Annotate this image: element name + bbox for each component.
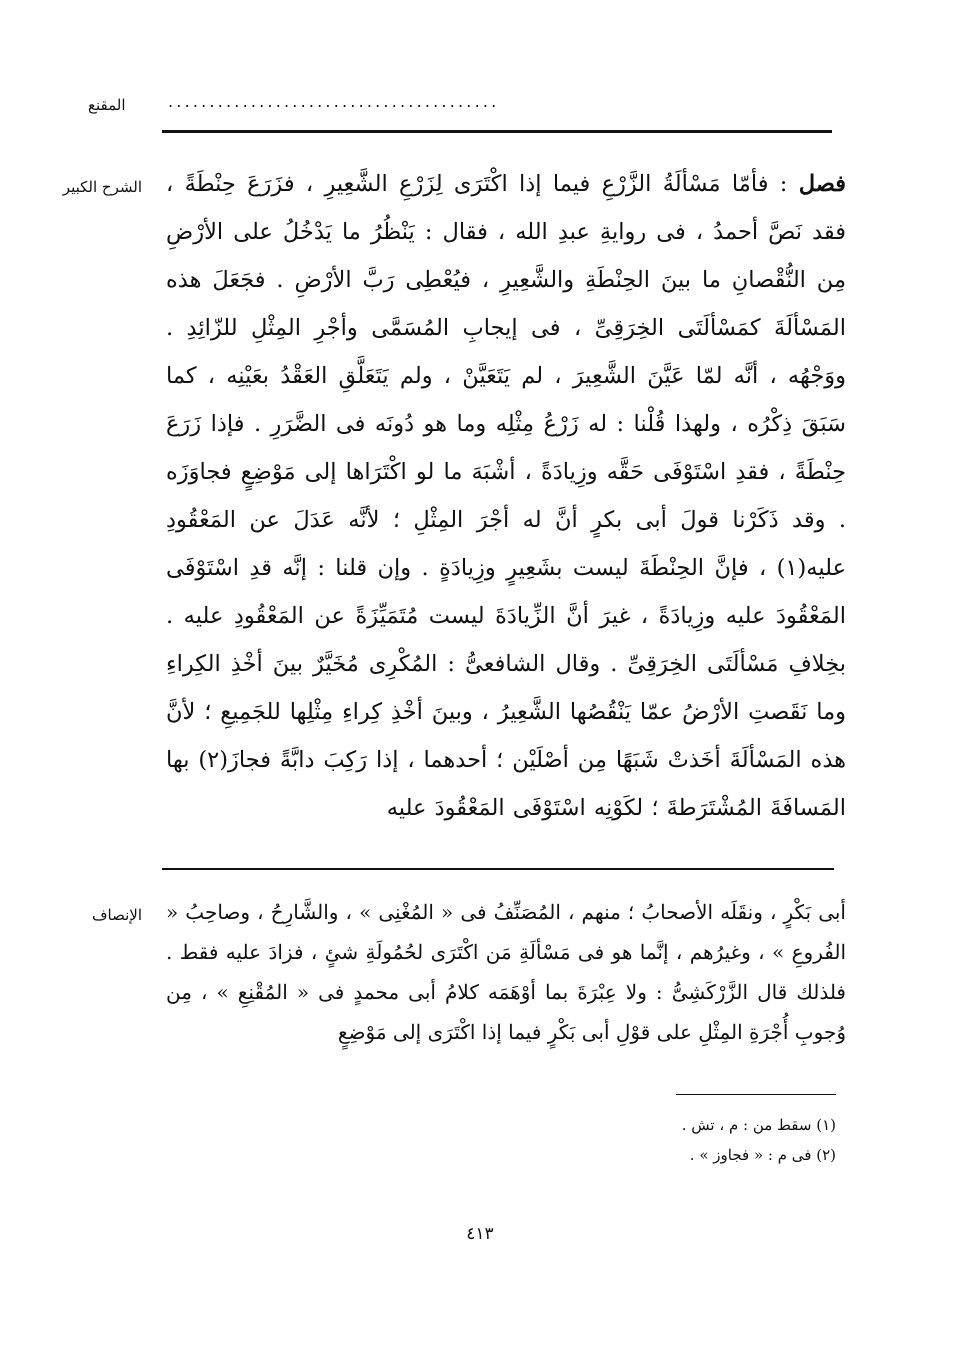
footnote-1: (١) سقط من : م ، تش . xyxy=(681,1116,836,1134)
running-header-title: المقنع xyxy=(88,96,126,114)
margin-label-insaf: الإنصاف xyxy=(91,906,142,924)
section-heading-fasl: فصل xyxy=(798,171,846,197)
header-dotted-leader: ........................................ xyxy=(168,92,500,111)
page-number: ٤١٣ xyxy=(466,1224,494,1244)
footnotes xyxy=(500,1110,836,1170)
footnote-2: (٢) فى م : « فجاوز » . xyxy=(689,1146,836,1164)
main-commentary-text xyxy=(166,160,846,832)
margin-label-sharh: الشرح الكبير xyxy=(62,178,142,196)
section-divider xyxy=(162,868,834,870)
main-paragraph: : فأمّا مَسْألَةُ الزَّرْعِ فيما إذا اكْتَرَى لِزَرْعِ الشَّعِيرِ ، فزَرَعَ حِنْطَةً ، فقد نَصَّ أحمدُ ، فى روايةِ عبدِ الله ، فقال : يَنْظُرُ ما يَدْخُلُ على الأرْضِ مِن النُّقْصانِ ما بينَ الحِنْطَةِ والشَّعِيرِ ، فيُعْطِى رَبَّ الأرْضِ . فجَعَلَ هذه المَسْألَةَ كمَسْألَتَى الخِرَقِىِّ ، فى إيجابِ المُسَمَّى وأجْرِ المِثْلِ للزّائِدِ . ووَجْهُه ، أنَّه لمّا عَيَّنَ الشَّعِيرَ ، لم يَتَعَيَّنْ ، ولم يَتَعَلَّقِ العَقْدُ بعَيْنِه ، كما سَبَقَ ذِكْرُه ، ولهذا قُلْنا : له زَرْعُ مِثْلِه وما هو دُونَه فى الضَّرَرِ . فإذا زَرَعَ حِنْطَةً ، فقدِ اسْتَوْفَى حَقَّه وزِيادَةً ، أشْبَهَ ما لو اكْتَرَاها إلى مَوْضِعٍ فجاوَزَه . وقد ذَكَرْنا قولَ أبى بكرٍ أنَّ له أجْرَ المِثْلِ ؛ لأنَّه عَدَلَ عن المَعْقُودِ عليه(١) ، فإنَّ الحِنْطَةَ ليست بشَعِيرٍ وزِيادَةٍ . وإن قلنا : إنَّه قدِ اسْتَوْفَى المَعْقُودَ عليه وزِيادَةً ، غيرَ أنَّ الزِّيادَةَ ليست مُتَمَيِّزَةً عن المَعْقُودِ عليه . بخِلافِ مَسْألَتَى الخِرَقِىِّ . وقال الشافعىُّ : المُكْرِى مُخَيَّرٌ بينَ أخْذِ الكِراءِ وما نَقَصتِ الأرْضُ عمّا يَنْقُصُها الشَّعِيرُ ، وبينَ أخْذِ كِراءِ مِثْلِها للجَمِيعِ ؛ لأنَّ هذه المَسْألَةَ أخَذتْ شَبَهًا مِن أصْلَيْن ؛ أحدهما ، إذا رَكِبَ دابَّةً فجازَ(٢) بها المَسافَةَ المُشْتَرَطةَ ؛ لكَوْنِه اسْتَوْفَى المَعْقُودَ عليه xyxy=(166,171,847,821)
footnote-rule xyxy=(676,1094,836,1095)
insaf-commentary-text: أبى بَكْرٍ ، ونقَلَه الأصحابُ ؛ منهم ، المُصَنِّفُ فى « المُغْنِى » ، والشَّارِحُ ، وصاحِبُ « الفُروعِ » ، وغيرُهم ، إنَّما هو فى مَسْألَةِ مَن اكْتَرَى لحُمُولَةِ شئٍ ، فزادَ عليه فقط . فلذلك قال الزَّرْكَشِىُّ : ولا عِبْرَةَ بما أوْهَمَه كلامُ أبى محمدٍ فى « المُقْنِعِ » ، مِن وُجوبِ أُجْرَةِ المِثْلِ على قوْلِ أبى بَكْرٍ فيما إذا اكْتَرَى إلى مَوْضِعٍ xyxy=(166,900,846,1044)
header-rule xyxy=(162,130,832,133)
